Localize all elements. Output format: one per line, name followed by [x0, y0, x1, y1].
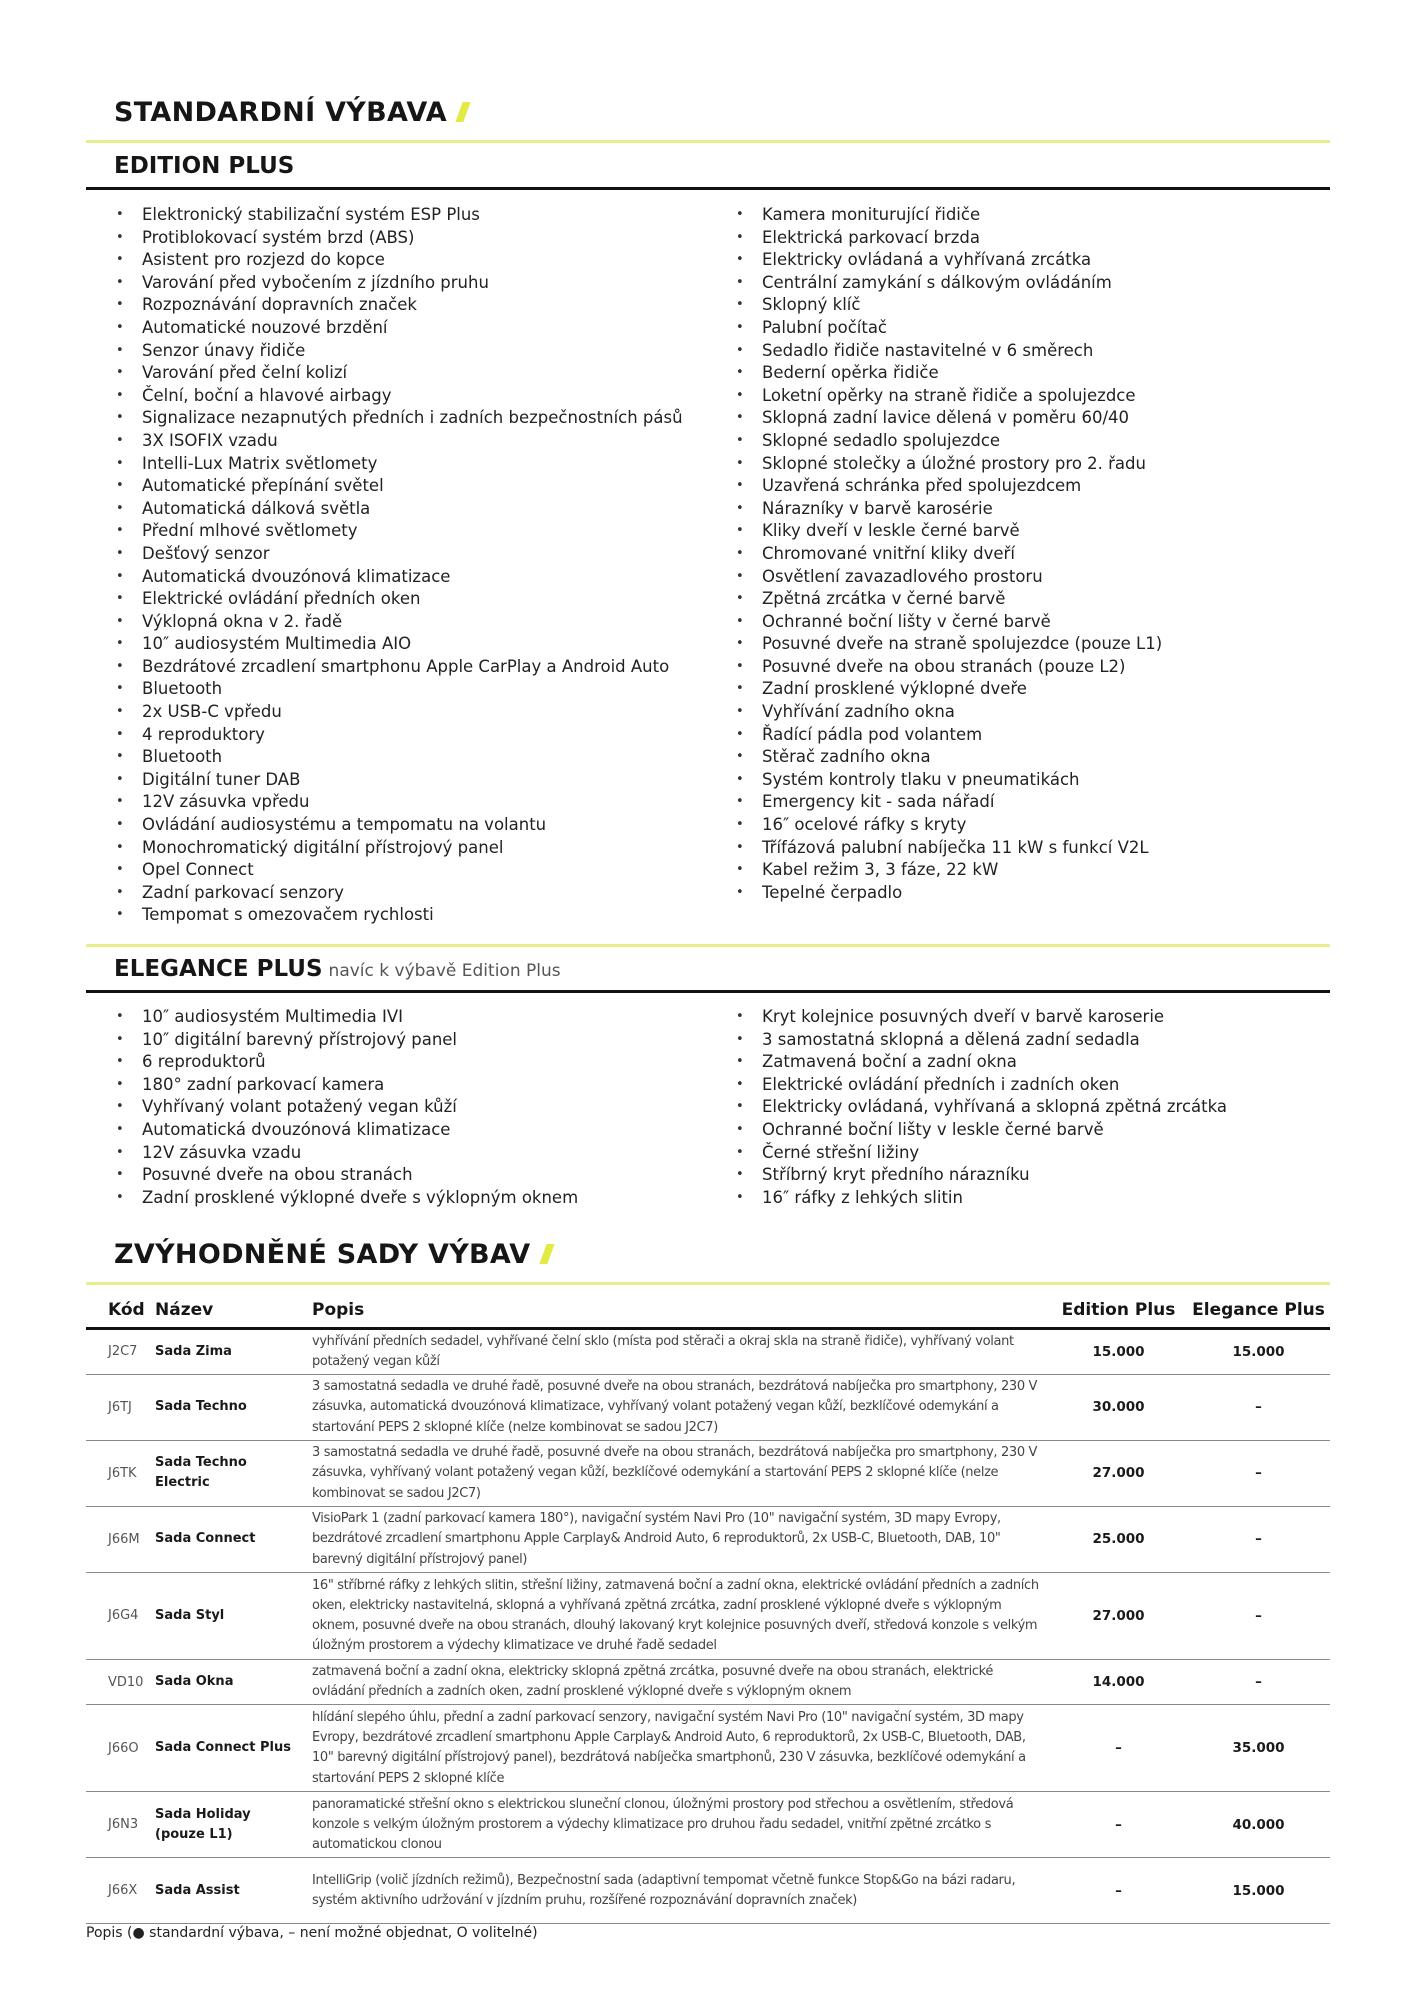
feature-item: • 16″ ráfky z lehkých slitin: [734, 1187, 1227, 1210]
package-code: J6G4: [86, 1572, 155, 1659]
price-elegance-plus: 40.000: [1187, 1792, 1330, 1858]
price-elegance-plus: –: [1187, 1374, 1330, 1440]
trim-heading-edition-plus: EDITION PLUS: [114, 153, 295, 179]
feature-item: • Sklopný klíč: [734, 294, 1162, 317]
price-elegance-plus: 15.000: [1187, 1328, 1330, 1374]
column-header-description: Popis: [312, 1294, 1050, 1328]
feature-item: • Palubní počítač: [734, 317, 1162, 340]
price-edition-plus: –: [1050, 1858, 1187, 1924]
price-elegance-plus: –: [1187, 1659, 1330, 1704]
price-elegance-plus: –: [1187, 1572, 1330, 1659]
feature-item: • Zadní prosklené výklopné dveře s výklopným oknem: [114, 1187, 578, 1210]
feature-item: • Kamera moniturující řidiče: [734, 204, 1162, 227]
table-row: [86, 1858, 1330, 1924]
feature-item: • 10″ audiosystém Multimedia IVI: [114, 1006, 578, 1029]
feature-item: • Intelli-Lux Matrix světlomety: [114, 453, 683, 476]
feature-item: • 10″ audiosystém Multimedia AIO: [114, 633, 683, 656]
package-name: Sada Connect: [155, 1506, 312, 1572]
feature-item: • Posuvné dveře na obou stranách: [114, 1164, 578, 1187]
table-row: [86, 1792, 1330, 1858]
package-description: 3 samostatná sedadla ve druhé řadě, posuvné dveře na obou stranách, bezdrátová nabíječka pro smartphony, 230 V zásuvka, vyhřívaný volant potažený vegan kůží, bezklíčové odemykání a startování PEPS 2 sklopné klíče (nelze kombinovat se sadou J2C7): [312, 1440, 1050, 1506]
feature-item: • Sklopné stolečky a úložné prostory pro 2. řadu: [734, 453, 1162, 476]
table-row: [86, 1328, 1330, 1374]
feature-item: • 12V zásuvka vzadu: [114, 1142, 578, 1165]
feature-item: • Elektrické ovládání předních i zadních oken: [734, 1074, 1227, 1097]
feature-item: • Posuvné dveře na obou stranách (pouze L2): [734, 656, 1162, 679]
feature-item: • Elektricky ovládaná, vyhřívaná a sklopná zpětná zrcátka: [734, 1096, 1227, 1119]
package-description: 16" stříbrné ráfky z lehkých slitin, střešní ližiny, zatmavená boční a zadní okna, elektrické ovládání předních a zadních oken, elektricky nastavitelná, sklopná a vyhřívaná zpětná zrcátka, zadní prosklené výklopné dveře s výklopným oknem, posuvné dveře na obou stranách, dlouhý lakovaný kryt kolejnice posuvných dveří, středová konzole s velkým úložným prostorem a výdechy klimatizace ve druhé řadě sedadel: [312, 1572, 1050, 1659]
section-title-packages: [114, 1239, 551, 1270]
package-name: Sada Holiday (pouze L1): [155, 1792, 312, 1858]
package-code: J66M: [86, 1506, 155, 1572]
divider-black: [86, 187, 1330, 190]
feature-item: • Kabel režim 3, 3 fáze, 22 kW: [734, 859, 1162, 882]
feature-item: • Ochranné boční lišty v černé barvě: [734, 611, 1162, 634]
feature-item: • Loketní opěrky na straně řidiče a spolujezdce: [734, 385, 1162, 408]
column-header-edition-plus: Edition Plus: [1050, 1294, 1187, 1328]
feature-item: • Zadní prosklené výklopné dveře: [734, 678, 1162, 701]
table-row: [86, 1572, 1330, 1659]
package-description: vyhřívání předních sedadel, vyhřívané čelní sklo (místa pod stěrači a okraj skla na straně řidiče), vyhřívaný volant potažený vegan kůží: [312, 1328, 1050, 1374]
package-code: J2C7: [86, 1328, 155, 1374]
elegance-plus-title: ELEGANCE PLUS: [114, 956, 323, 982]
feature-item: • Posuvné dveře na straně spolujezdce (pouze L1): [734, 633, 1162, 656]
package-code: J66X: [86, 1858, 155, 1924]
feature-item: • Centrální zamykání s dálkovým ovládáním: [734, 272, 1162, 295]
package-name: Sada Okna: [155, 1659, 312, 1704]
feature-item: • Systém kontroly tlaku v pneumatikách: [734, 769, 1162, 792]
feature-item: • Tepelné čerpadlo: [734, 882, 1162, 905]
feature-item: • Vyhřívání zadního okna: [734, 701, 1162, 724]
feature-item: • Sklopná zadní lavice dělená v poměru 60/40: [734, 407, 1162, 430]
package-description: panoramatické střešní okno s elektrickou sluneční clonou, úložnými prostory pod střechou a osvětlením, středová konzole s velkým úložným prostorem a výdechy klimatizace pro druhou řadu sedadel, vnitřní zpětné zrcátko s automatickou clonou: [312, 1792, 1050, 1858]
feature-item: • Zpětná zrcátka v černé barvě: [734, 588, 1162, 611]
feature-item: • 2x USB-C vpředu: [114, 701, 683, 724]
price-edition-plus: 30.000: [1050, 1374, 1187, 1440]
price-elegance-plus: 15.000: [1187, 1858, 1330, 1924]
feature-item: • Automatické nouzové brzdění: [114, 317, 683, 340]
table-legend: Popis (● standardní výbava, – není možné objednat, O volitelné): [86, 1925, 538, 1941]
feature-item: • Automatická dvouzónová klimatizace: [114, 1119, 578, 1142]
feature-item: • 10″ digitální barevný přístrojový panel: [114, 1029, 578, 1052]
feature-item: • Výklopná okna v 2. řadě: [114, 611, 683, 634]
price-edition-plus: 25.000: [1050, 1506, 1187, 1572]
feature-item: • Rozpoznávání dopravních značek: [114, 294, 683, 317]
feature-item: • Dešťový senzor: [114, 543, 683, 566]
feature-item: • Elektronický stabilizační systém ESP Plus: [114, 204, 683, 227]
price-edition-plus: 27.000: [1050, 1572, 1187, 1659]
table-row: [86, 1506, 1330, 1572]
feature-item: • Čelní, boční a hlavové airbagy: [114, 385, 683, 408]
table-row: [86, 1374, 1330, 1440]
feature-item: • Zatmavená boční a zadní okna: [734, 1051, 1227, 1074]
feature-item: • Automatické přepínání světel: [114, 475, 683, 498]
column-header-name: Název: [155, 1294, 312, 1328]
accent-slash-icon: [539, 1244, 554, 1264]
package-name: Sada Techno: [155, 1374, 312, 1440]
edition-plus-features-right: [734, 204, 1162, 904]
divider-black: [86, 990, 1330, 993]
package-code: J6N3: [86, 1792, 155, 1858]
divider-yellow: [86, 944, 1330, 947]
column-header-code: Kód: [86, 1294, 155, 1328]
package-description: VisioPark 1 (zadní parkovací kamera 180°), navigační systém Navi Pro (10" navigační systém, 3D mapy Evropy, bezdrátové zrcadlení smartphonu Apple Carplay& Android Auto, 6 reproduktorů, 2x USB-C, Bluetooth, DAB, 10" barevný digitální přístrojový panel): [312, 1506, 1050, 1572]
divider-yellow: [86, 140, 1330, 143]
elegance-plus-features-right: [734, 1006, 1227, 1209]
price-edition-plus: 27.000: [1050, 1440, 1187, 1506]
package-name: Sada Assist: [155, 1858, 312, 1924]
package-name: Sada Zima: [155, 1328, 312, 1374]
feature-item: • Zadní parkovací senzory: [114, 882, 683, 905]
table-header-row: [86, 1294, 1330, 1328]
feature-item: • Stěrač zadního okna: [734, 746, 1162, 769]
package-code: J6TK: [86, 1440, 155, 1506]
feature-item: • 180° zadní parkovací kamera: [114, 1074, 578, 1097]
feature-item: • Signalizace nezapnutých předních i zadních bezpečnostních pásů: [114, 407, 683, 430]
feature-item: • Osvětlení zavazadlového prostoru: [734, 566, 1162, 589]
package-name: Sada Styl: [155, 1572, 312, 1659]
packages-title-text: ZVÝHODNĚNÉ SADY VÝBAV: [114, 1239, 531, 1270]
feature-item: • Řadící pádla pod volantem: [734, 724, 1162, 747]
price-edition-plus: –: [1050, 1792, 1187, 1858]
feature-item: • Černé střešní ližiny: [734, 1142, 1227, 1165]
feature-item: • Digitální tuner DAB: [114, 769, 683, 792]
elegance-plus-features-left: [114, 1006, 578, 1209]
feature-item: • 3 samostatná sklopná a dělená zadní sedadla: [734, 1029, 1227, 1052]
feature-item: • Elektricky ovládaná a vyhřívaná zrcátka: [734, 249, 1162, 272]
feature-item: • Bluetooth: [114, 678, 683, 701]
packages-table: [86, 1294, 1330, 1924]
feature-item: • Protiblokovací systém brzd (ABS): [114, 227, 683, 250]
feature-item: • 16″ ocelové ráfky s kryty: [734, 814, 1162, 837]
price-elegance-plus: –: [1187, 1506, 1330, 1572]
price-elegance-plus: 35.000: [1187, 1705, 1330, 1792]
price-edition-plus: –: [1050, 1705, 1187, 1792]
price-elegance-plus: –: [1187, 1440, 1330, 1506]
elegance-plus-subtitle: navíc k výbavě Edition Plus: [328, 961, 561, 981]
package-code: J6TJ: [86, 1374, 155, 1440]
feature-item: • Opel Connect: [114, 859, 683, 882]
feature-item: • Přední mlhové světlomety: [114, 520, 683, 543]
package-name: Sada Connect Plus: [155, 1705, 312, 1792]
section-title-standard-equipment: [114, 97, 467, 128]
package-description: hlídání slepého úhlu, přední a zadní parkovací senzory, navigační systém Navi Pro (10" navigační systém, 3D mapy Evropy, bezdrátové zrcadlení smartphonu Apple Carplay& Android Auto, 6 reproduktorů, 2x USB-C, Bluetooth, DAB, 10" barevný digitální přístrojový panel), bezdrátová nabíječka smartphonů, 230 V zásuvka, bezklíčové odemykání a startování PEPS 2 sklopné klíče: [312, 1705, 1050, 1792]
feature-item: • Varování před čelní kolizí: [114, 362, 683, 385]
feature-item: • 12V zásuvka vpředu: [114, 791, 683, 814]
feature-item: • Varování před vybočením z jízdního pruhu: [114, 272, 683, 295]
feature-item: • Senzor únavy řidiče: [114, 340, 683, 363]
feature-item: • Chromované vnitřní kliky dveří: [734, 543, 1162, 566]
package-description: IntelliGrip (volič jízdních režimů), Bezpečnostní sada (adaptivní tempomat včetně funkce Stop&Go na bázi radaru, systém aktivního udržování v jízdním pruhu, rozšířené rozpoznávání dopravních značek): [312, 1858, 1050, 1924]
feature-item: • Kryt kolejnice posuvných dveří v barvě karoserie: [734, 1006, 1227, 1029]
column-header-elegance-plus: Elegance Plus: [1187, 1294, 1330, 1328]
price-edition-plus: 14.000: [1050, 1659, 1187, 1704]
table-row: [86, 1659, 1330, 1704]
accent-slash-icon: [455, 102, 470, 122]
feature-item: • Vyhřívaný volant potažený vegan kůží: [114, 1096, 578, 1119]
table-row: [86, 1705, 1330, 1792]
page-title-text: STANDARDNÍ VÝBAVA: [114, 97, 447, 128]
trim-heading-elegance-plus: [114, 956, 561, 982]
feature-item: • 3X ISOFIX vzadu: [114, 430, 683, 453]
divider-yellow: [86, 1282, 1330, 1285]
package-description: 3 samostatná sedadla ve druhé řadě, posuvné dveře na obou stranách, bezdrátová nabíječka pro smartphony, 230 V zásuvka, automatická dvouzónová klimatizace, vyhřívaný volant potažený vegan kůží, bezklíčové odemykání a startování PEPS 2 sklopné klíče (nelze kombinovat se sadou J2C7): [312, 1374, 1050, 1440]
feature-item: • Třífázová palubní nabíječka 11 kW s funkcí V2L: [734, 837, 1162, 860]
feature-item: • Ochranné boční lišty v leskle černé barvě: [734, 1119, 1227, 1142]
feature-item: • 4 reproduktory: [114, 724, 683, 747]
feature-item: • Ovládání audiosystému a tempomatu na volantu: [114, 814, 683, 837]
feature-item: • Sklopné sedadlo spolujezdce: [734, 430, 1162, 453]
feature-item: • Emergency kit - sada nářadí: [734, 791, 1162, 814]
package-name: Sada Techno Electric: [155, 1440, 312, 1506]
feature-item: • Sedadlo řidiče nastavitelné v 6 směrech: [734, 340, 1162, 363]
feature-item: • Elektrické ovládání předních oken: [114, 588, 683, 611]
feature-item: • Bezdrátové zrcadlení smartphonu Apple CarPlay a Android Auto: [114, 656, 683, 679]
feature-item: • Nárazníky v barvě karosérie: [734, 498, 1162, 521]
feature-item: • Monochromatický digitální přístrojový panel: [114, 837, 683, 860]
feature-item: • Automatická dvouzónová klimatizace: [114, 566, 683, 589]
feature-item: • 6 reproduktorů: [114, 1051, 578, 1074]
feature-item: • Bluetooth: [114, 746, 683, 769]
package-code: J66O: [86, 1705, 155, 1792]
feature-item: • Bederní opěrka řidiče: [734, 362, 1162, 385]
feature-item: • Tempomat s omezovačem rychlosti: [114, 904, 683, 927]
package-code: VD10: [86, 1659, 155, 1704]
feature-item: • Stříbrný kryt předního nárazníku: [734, 1164, 1227, 1187]
feature-item: • Elektrická parkovací brzda: [734, 227, 1162, 250]
feature-item: • Asistent pro rozjezd do kopce: [114, 249, 683, 272]
edition-plus-features-left: [114, 204, 683, 927]
feature-item: • Kliky dveří v leskle černé barvě: [734, 520, 1162, 543]
table-row: [86, 1440, 1330, 1506]
feature-item: • Automatická dálková světla: [114, 498, 683, 521]
feature-item: • Uzavřená schránka před spolujezdcem: [734, 475, 1162, 498]
package-description: zatmavená boční a zadní okna, elektricky sklopná zpětná zrcátka, posuvné dveře na obou stranách, elektrické ovládání předních a zadních oken, zadní prosklené výklopné dveře s výklopným oknem: [312, 1659, 1050, 1704]
price-edition-plus: 15.000: [1050, 1328, 1187, 1374]
